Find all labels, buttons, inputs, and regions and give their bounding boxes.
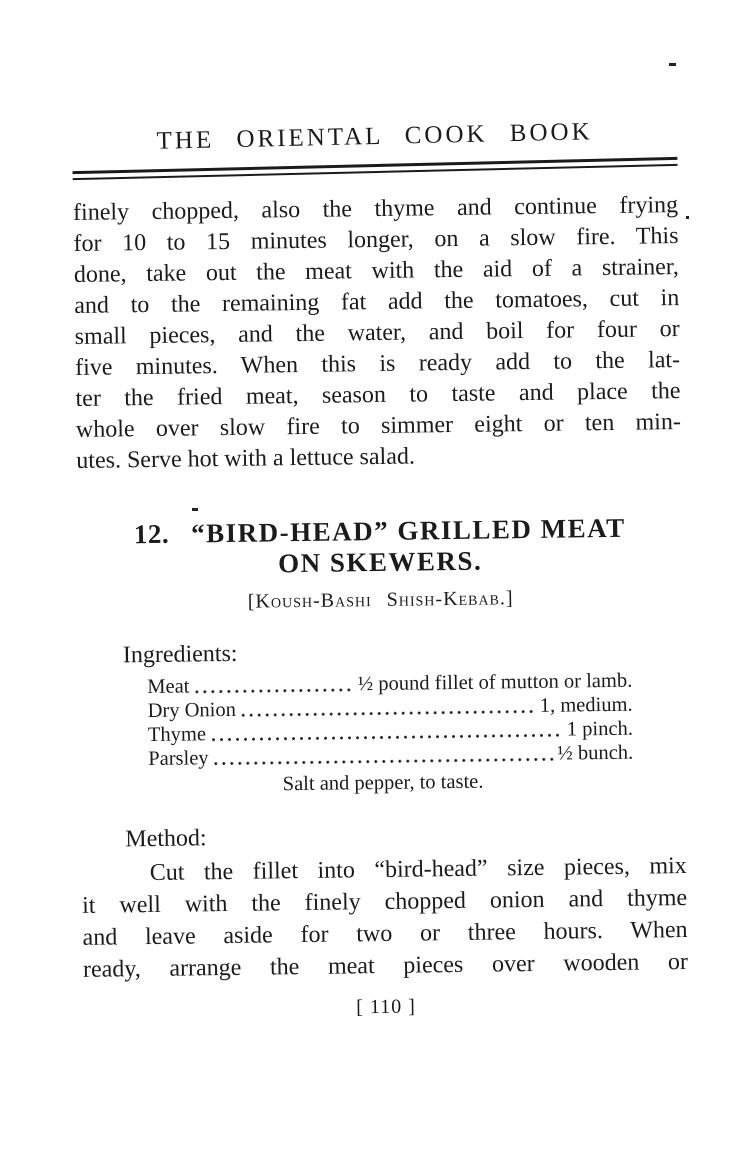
text-line: ter the fried meat, season to taste and place the	[75, 378, 681, 412]
recipe-number: 12.	[133, 518, 170, 550]
ingredients-list	[147, 669, 633, 771]
text-line: five minutes. When this is ready add to the lat-	[74, 347, 681, 381]
ingredient-name: Thyme	[147, 723, 207, 747]
running-head-title: THE ORIENTAL COOK BOOK	[156, 118, 593, 155]
ingredient-quantity: 1 pinch.	[566, 717, 634, 741]
dot-leader	[212, 734, 564, 742]
scan-speck	[192, 508, 198, 511]
ingredients-note: Salt and pepper, to taste.	[282, 770, 484, 796]
ingredient-row	[148, 741, 633, 771]
text-line: small pieces, and the water, and boil for four or	[74, 316, 680, 350]
method-label: Method:	[125, 825, 207, 853]
recipe-title-line2: ON SKEWERS.	[277, 545, 483, 579]
text-line: Cut the fillet into “bird-head” size pieces, mix	[149, 852, 687, 887]
text-line: it well with the finely chopped onion and thyme	[81, 884, 688, 919]
scan-speck	[669, 63, 676, 66]
ingredient-name: Parsley	[148, 747, 209, 771]
text-line: for 10 to 15 minutes longer, on a slow fire. This	[73, 223, 679, 257]
recipe-heading	[77, 512, 683, 582]
text-line: done, take out the meat with the aid of a strainer,	[73, 254, 680, 288]
header-double-rule	[73, 157, 678, 180]
dot-leader	[242, 710, 537, 717]
text-line: finely chopped, also the thyme and continue frying	[72, 192, 679, 226]
page-number: [ 110 ]	[356, 995, 416, 1019]
ingredient-name: Dry Onion	[147, 698, 237, 723]
ingredient-quantity: ½ pound fillet of mutton or lamb.	[357, 669, 633, 696]
recipe-subtitle: [Koush-Bashi Shish-Kebab.]	[247, 587, 514, 613]
ingredient-name: Meat	[147, 675, 190, 699]
scan-speck	[686, 216, 689, 219]
dot-leader	[215, 758, 555, 765]
dot-leader	[195, 688, 354, 693]
text-line: whole over slow fire to simmer eight or ten min-	[75, 409, 682, 443]
text-line: ready, arrange the meat pieces over wooden or	[82, 948, 689, 983]
ingredients-label: Ingredients:	[122, 640, 238, 669]
text-line: utes. Serve hot with a lettuce salad.	[76, 443, 416, 474]
text-line: and leave aside for two or three hours. When	[82, 916, 688, 951]
page-content	[70, 0, 688, 1023]
ingredient-quantity: ½ bunch.	[557, 741, 634, 765]
recipe-title-line1: “BIRD-HEAD” GRILLED MEAT	[190, 512, 626, 549]
intro-paragraph	[73, 190, 682, 477]
ingredient-quantity: 1, medium.	[539, 693, 633, 717]
method-paragraph	[82, 850, 689, 986]
text-line: and to the remaining fat add the tomatoes, cut in	[74, 285, 680, 319]
